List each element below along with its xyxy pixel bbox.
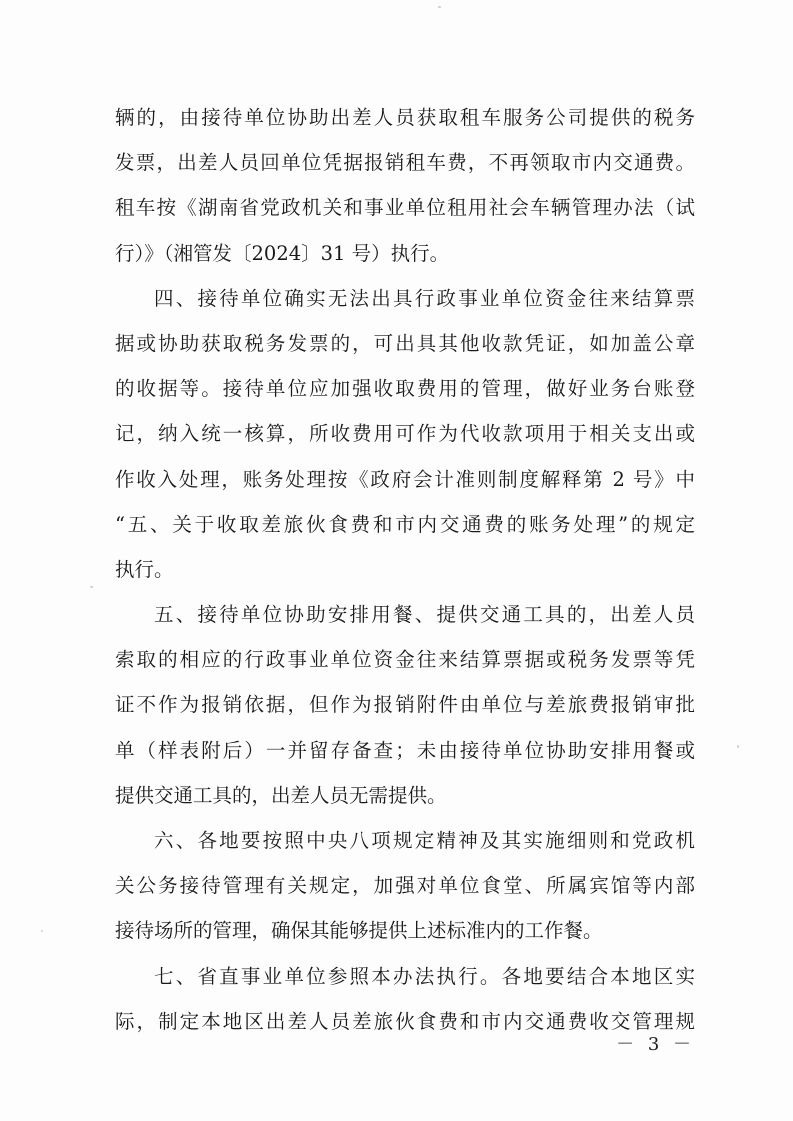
text-line: 单（样表附后）一并留存备查；未由接待单位协助安排用餐或 (115, 738, 695, 762)
text-line: 证不作为报销依据，但作为报销附件由单位与差旅费报销审批 (115, 693, 695, 717)
text-line: 关公务接待管理有关规定，加强对单位食堂、所属宾馆等内部 (115, 874, 695, 898)
text-line: 发票，出差人员回单位凭据报销租车费，不再领取市内交通费。 (115, 151, 695, 175)
text-line: 行）》（湘管发〔2024〕31 号）执行。 (115, 241, 450, 265)
text-line: 提供交通工具的，出差人员无需提供。 (115, 783, 447, 807)
body-text (115, 95, 695, 1044)
text-line: 辆的，由接待单位协助出差人员获取租车服务公司提供的税务 (115, 106, 695, 129)
text-line: 据或协助获取税务发票的，可出具其他收款凭证，如加盖公章 (115, 331, 695, 355)
text-line: 六、各地要按照中央八项规定精神及其实施细则和党政机 (154, 829, 695, 852)
text-line: 七、省直事业单位参照本办法执行。各地要结合本地区实 (154, 964, 695, 988)
text-line: 四、接待单位确实无法出具行政事业单位资金往来结算票 (154, 286, 695, 310)
text-line: 际，制定本地区出差人员差旅伙食费和市内交通费收交管理规 (115, 1009, 695, 1033)
text-line: 的收据等。接待单位应加强收取费用的管理，做好业务台账登 (115, 377, 695, 401)
text-line: 记，纳入统一核算，所收费用可作为代收款项用于相关支出或 (115, 422, 695, 446)
scan-speck (41, 930, 43, 932)
text-line: 作收入处理，账务处理按《政府会计准则制度解释第 2 号》中 (115, 467, 695, 491)
page-number: － 3 － (616, 1034, 695, 1055)
text-line: “五、关于收取差旅伙食费和市内交通费的账务处理”的规定 (115, 512, 695, 536)
text-line: 五、接待单位协助安排用餐、提供交通工具的，出差人员 (154, 603, 695, 627)
scan-speck (737, 745, 739, 748)
text-line: 接待场所的管理，确保其能够提供上述标准内的工作餐。 (115, 919, 603, 943)
scan-speck (90, 586, 93, 588)
scan-speck (438, 6, 441, 8)
text-line: 租车按《湖南省党政机关和事业单位租用社会车辆管理办法（试 (115, 196, 695, 220)
text-line: 执行。 (115, 557, 174, 581)
text-line: 索取的相应的行政事业单位资金往来结算票据或税务发票等凭 (115, 648, 695, 672)
